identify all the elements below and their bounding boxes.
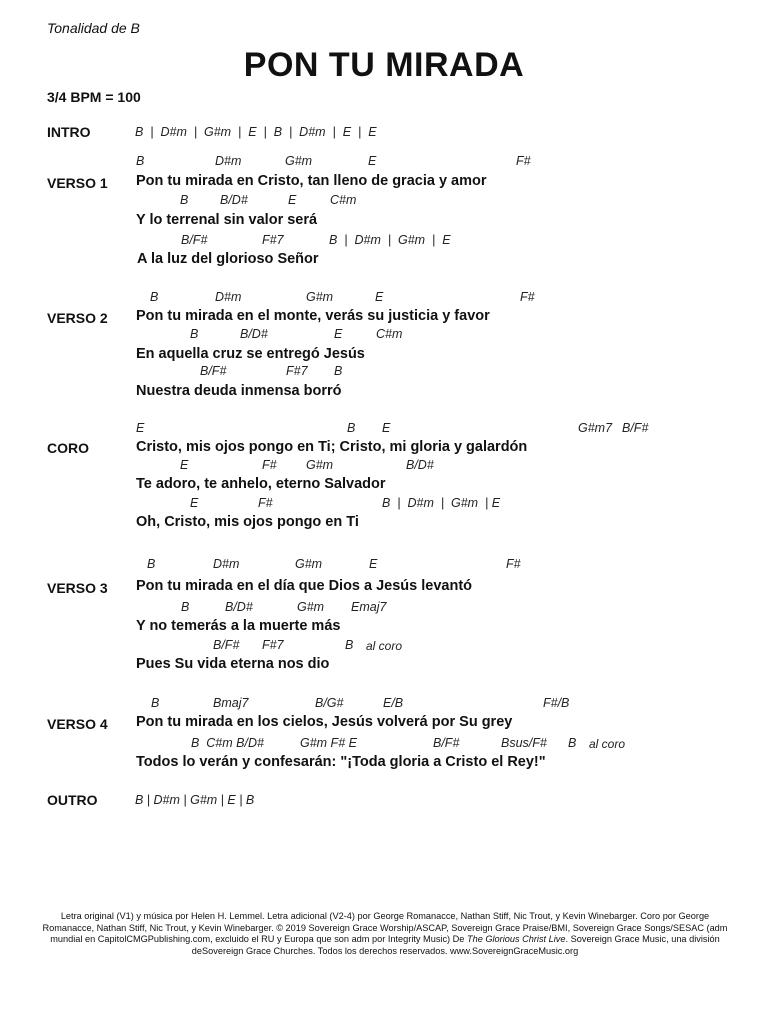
chord: C#m (376, 327, 403, 341)
chord: B/F# (433, 736, 460, 750)
intro-chords: B | D#m | G#m | E | B | D#m | E | E (135, 125, 377, 139)
lyric-line: Te adoro, te anhelo, eterno Salvador (136, 476, 386, 492)
chord: B (568, 736, 577, 750)
chord: E (190, 496, 199, 510)
chord: D#m (215, 154, 242, 168)
chord: F# (258, 496, 273, 510)
chord: F#7 (286, 364, 308, 378)
chord: F# (516, 154, 531, 168)
lyric-line: Pon tu mirada en el monte, verás su justicia y favor (136, 308, 490, 324)
chord: E (382, 421, 391, 435)
chord: Emaj7 (351, 600, 387, 614)
chord: F# (262, 458, 277, 472)
chord: F# (520, 290, 535, 304)
outro-chords: B | D#m | G#m | E | B (135, 793, 255, 807)
chord: Bsus/F# (501, 736, 547, 750)
chord: B/F# (622, 421, 649, 435)
chord: E (136, 421, 145, 435)
chord: B/F# (181, 233, 208, 247)
section-label-coro: CORO (47, 440, 89, 456)
chord: E (375, 290, 384, 304)
chord: E (288, 193, 297, 207)
chord: B (180, 193, 189, 207)
chord: B (181, 600, 190, 614)
lyric-line: Pon tu mirada en los cielos, Jesús volverá por Su grey (136, 714, 513, 730)
chord: C#m (330, 193, 357, 207)
footer-text: Letra original (V1) y música por Helen H. Lemmel. Letra adicional (V2-4) por George Romanacce, Nathan Stiff, Nic Trout, y Kevin Winebarger. Coro por George Romanacce, Nathan Stiff, Nic Trout, y Kevin Winebarger. © 2019 Sovereign Grace Worship/ASCAP, Sovereign Grace Praise/BMI, Sovereign Grace Songs/SESAC (adm mundial en CapitolCMGPublishing.com, excluido el RU y Europa que son adm por Integrity Music) De (42, 911, 728, 945)
chord: G#m (306, 290, 334, 304)
chord: B | D#m | G#m | E (329, 233, 451, 247)
chord: B/F# (213, 638, 240, 652)
lyric-line: Y no temerás a la muerte más (136, 618, 341, 634)
chord: B/D# (225, 600, 253, 614)
lyric-line: Y lo terrenal sin valor será (136, 212, 318, 228)
chord: B (136, 154, 145, 168)
chord: B/G# (315, 696, 344, 710)
chord: B (151, 696, 160, 710)
chord: E (368, 154, 377, 168)
chord: B (150, 290, 159, 304)
chord: G#m (306, 458, 334, 472)
chord: G#m F# E (300, 736, 357, 750)
chord: F#7 (262, 233, 284, 247)
song-title: PON TU MIRADA (243, 46, 525, 84)
chord: G#m (295, 557, 323, 571)
chord: G#m (297, 600, 325, 614)
tempo: 3/4 BPM = 100 (47, 89, 141, 105)
key-signature: Tonalidad de B (47, 20, 140, 36)
chord: B C#m B/D# (191, 736, 264, 750)
chord: B (347, 421, 356, 435)
chord: B (345, 638, 354, 652)
chord: E/B (383, 696, 404, 710)
chord: E (334, 327, 343, 341)
lyric-line: A la luz del glorioso Señor (137, 251, 319, 267)
chord: B/F# (200, 364, 227, 378)
footer-album: The Glorious Christ Live (466, 934, 566, 945)
chord: F#/B (543, 696, 570, 710)
chord: F#7 (262, 638, 284, 652)
lyric-line: Pues Su vida eterna nos dio (136, 656, 330, 672)
section-label-outro: OUTRO (47, 792, 98, 808)
chord: G#m7 (578, 421, 613, 435)
chord: Bmaj7 (213, 696, 249, 710)
chord: B (147, 557, 156, 571)
chord: B/D# (220, 193, 248, 207)
chord: B | D#m | G#m | E (382, 496, 501, 510)
chord: B/D# (240, 327, 268, 341)
lyric-line: Nuestra deuda inmensa borró (136, 383, 342, 399)
lyric-line: Oh, Cristo, mis ojos pongo en Ti (136, 514, 359, 530)
chord: F# (506, 557, 521, 571)
chord: E (369, 557, 378, 571)
lyric-line: Pon tu mirada en Cristo, tan lleno de gracia y amor (136, 173, 487, 189)
lyric-line: Todos lo verán y confesarán: "¡Toda gloria a Cristo el Rey!" (136, 754, 546, 770)
chord: B/D# (406, 458, 434, 472)
section-label-verso-1: VERSO 1 (47, 175, 108, 191)
lyric-line: Cristo, mis ojos pongo en Ti; Cristo, mi gloria y galardón (136, 439, 528, 455)
chord: B (190, 327, 199, 341)
chord: E (180, 458, 189, 472)
footer-text: . Sovereign Grace Music, una división deSovereign Grace Churches. Todos los derechos reservados. www.SovereignGraceMusic.org (191, 934, 720, 956)
section-label-intro: INTRO (47, 124, 91, 140)
section-label-verso-4: VERSO 4 (47, 716, 108, 732)
chord-direction: al coro (589, 737, 626, 751)
lyric-line: Pon tu mirada en el día que Dios a Jesús levantó (136, 578, 473, 594)
chord-direction: al coro (366, 639, 403, 653)
chord: D#m (215, 290, 242, 304)
section-label-verso-3: VERSO 3 (47, 580, 108, 596)
chord: D#m (213, 557, 240, 571)
section-label-verso-2: VERSO 2 (47, 310, 108, 326)
copyright-footer (40, 911, 730, 957)
chord: G#m (285, 154, 313, 168)
lyric-line: En aquella cruz se entregó Jesús (136, 346, 365, 362)
chord: B (334, 364, 343, 378)
